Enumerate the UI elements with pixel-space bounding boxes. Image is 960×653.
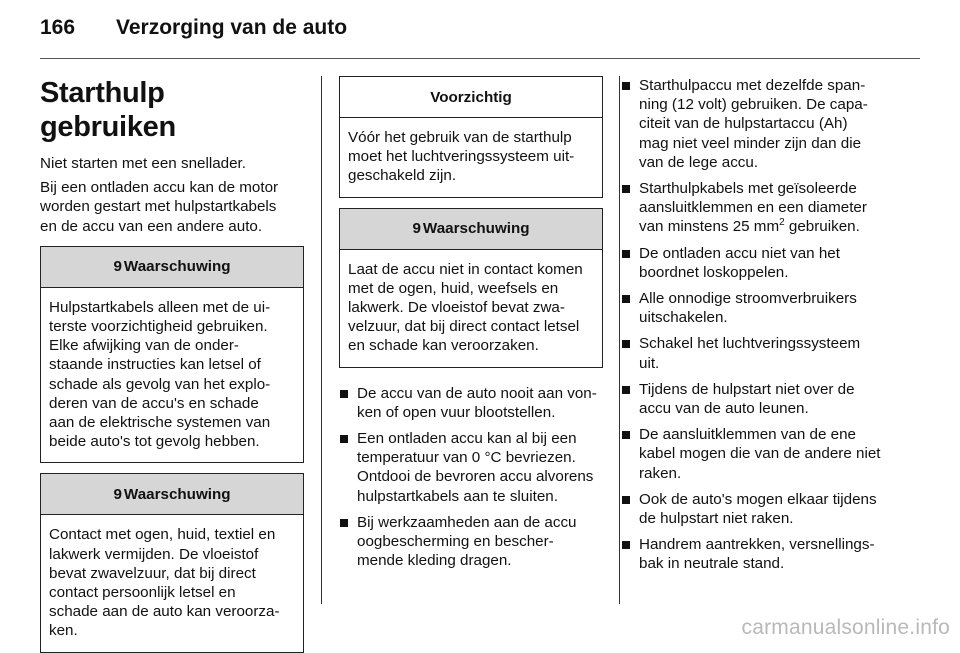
header-divider <box>40 58 920 59</box>
caution-box <box>339 76 603 198</box>
column-divider <box>321 76 322 604</box>
bullet-icon <box>340 390 348 398</box>
column-2 <box>339 76 603 577</box>
list-item <box>621 380 906 418</box>
list-item-text: Handrem aantrekken, versnellings- bak in neutrale stand. <box>639 536 875 573</box>
list-item <box>621 179 906 237</box>
superscript: 2 <box>779 217 785 229</box>
warning-box-header <box>41 247 303 288</box>
warning-box-header <box>340 209 602 250</box>
list-item-text: Schakel het luchtveringssysteem uit. <box>639 335 861 372</box>
bullet-icon <box>340 435 348 443</box>
warning-title: Waarschuwing <box>422 220 530 238</box>
watermark: carmanualsonline.info <box>741 616 950 639</box>
warning-triangle-icon: 9 <box>113 485 122 503</box>
list-item <box>621 244 906 282</box>
bullet-icon <box>622 295 630 303</box>
list-item <box>621 289 906 327</box>
warning-box <box>40 473 304 652</box>
intro-paragraph: Niet starten met een snellader. <box>40 155 246 172</box>
list-item-text: Alle onnodige stroomverbruikers uitschakelen. <box>639 290 857 327</box>
list-item-text: Ook de auto's mogen elkaar tijdens de hulpstart niet raken. <box>639 490 877 528</box>
column-divider <box>619 76 620 604</box>
list-item <box>339 429 603 506</box>
list-item <box>621 535 906 573</box>
chapter-title: Verzorging van de auto <box>116 16 348 39</box>
list-item-text: De ontladen accu niet van het boordnet loskoppelen. <box>639 244 840 281</box>
list-item-text: Starthulpkabels met geïsoleerde aansluitklemmen en een diameter van minstens 25 mm <box>639 180 867 236</box>
warning-text: Laat de accu niet in contact komen met de ogen, huid, weefsels en lakwerk. De vloeistof bevat zwa- velzuur, dat bij direct contact letsel en schade kan veroorzaken. <box>348 260 583 355</box>
warning-box-header <box>41 474 303 515</box>
list-item-text: Tijdens de hulpstart niet over de accu van de auto leunen. <box>639 380 855 418</box>
page-header <box>40 16 347 50</box>
list-item-text: Bij werkzaamheden aan de accu oogbescherming en bescher- mende kleding dragen. <box>357 513 577 570</box>
warning-triangle-icon: 9 <box>412 220 421 238</box>
warning-title: Waarschuwing <box>123 485 231 503</box>
warning-text: Hulpstartkabels alleen met de ui- terste voorzichtigheid gebruiken. Elke afwijking van de onder- staande instructies kan letsel of schade als gevolg van het explo- deren van de accu's en schade aan de elektrische systemen van beide auto's tot gevolg hebben. <box>49 298 271 451</box>
list-item <box>621 76 906 172</box>
warning-title: Waarschuwing <box>123 258 231 276</box>
bullet-icon <box>622 185 630 193</box>
column-1 <box>40 76 304 653</box>
caution-box-header: Voorzichtig <box>340 77 602 118</box>
section-title: Starthulp gebruiken <box>40 77 176 143</box>
bullet-icon <box>622 431 630 439</box>
bullet-list <box>621 76 906 574</box>
bullet-icon <box>340 519 348 527</box>
list-item <box>621 490 906 528</box>
intro-paragraph: Bij een ontladen accu kan de motor worden gestart met hulpstartkabels en de accu van een andere auto. <box>40 179 279 235</box>
list-item-text: De aansluitklemmen van de ene kabel mogen die van de andere niet raken. <box>639 426 881 482</box>
list-item-text: Starthulpaccu met dezelfde span- ning (12 volt) gebruiken. De capa- citeit van de hulpstartaccu (Ah) mag niet veel minder zijn dan die van de lege accu. <box>639 77 868 171</box>
bullet-icon <box>622 496 630 504</box>
bullet-icon <box>622 250 630 258</box>
list-item <box>339 384 603 422</box>
list-item <box>621 425 906 483</box>
bullet-icon <box>622 386 630 394</box>
bullet-icon <box>622 82 630 90</box>
list-item-text: De accu van de auto nooit aan von- ken of open vuur blootstellen. <box>357 384 597 421</box>
list-item-text: gebruiken. <box>784 218 860 236</box>
warning-box <box>339 208 603 368</box>
column-3 <box>621 76 906 581</box>
list-item-text: Een ontladen accu kan al bij een temperatuur van 0 °C bevriezen. Ontdooi de bevroren accu alvorens hulpstartkabels aan te sluiten. <box>357 430 594 505</box>
warning-box <box>40 246 304 464</box>
warning-text: Contact met ogen, huid, textiel en lakwerk vermijden. De vloeistof bevat zwavelzuur, dat bij direct contact persoonlijk letsel en schade aan de auto kan veroorza- ken. <box>49 526 280 640</box>
caution-text: Vóór het gebruik van de starthulp moet het luchtveringssysteem uit- geschakeld zijn. <box>348 129 575 185</box>
list-item <box>621 334 906 372</box>
bullet-icon <box>622 541 630 549</box>
page-number: 166 <box>40 16 76 39</box>
list-item <box>339 513 603 571</box>
warning-triangle-icon: 9 <box>113 258 122 276</box>
bullet-list <box>339 384 603 571</box>
bullet-icon <box>622 340 630 348</box>
